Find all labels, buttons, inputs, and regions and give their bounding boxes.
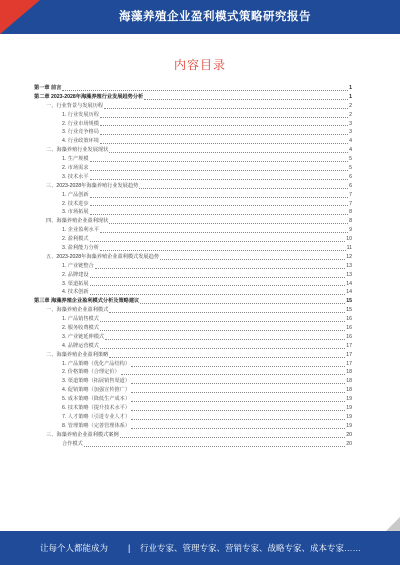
toc-entry-page: 3 bbox=[349, 129, 352, 136]
toc-entry[interactable] bbox=[34, 324, 352, 333]
toc-entry[interactable] bbox=[34, 182, 352, 191]
toc-entry[interactable] bbox=[34, 253, 352, 262]
toc-entry-label: 合作模式 bbox=[62, 440, 83, 447]
toc-leader-dots bbox=[100, 321, 345, 322]
toc-entry-page: 19 bbox=[346, 413, 352, 420]
toc-leader-dots bbox=[131, 410, 345, 411]
toc-entry[interactable] bbox=[34, 164, 352, 173]
toc-entry-page: 17 bbox=[346, 360, 352, 367]
toc-entry-label: 2. 价格策略（合理定价） bbox=[62, 369, 120, 376]
toc-leader-dots bbox=[100, 250, 346, 251]
toc-entry[interactable] bbox=[34, 217, 352, 226]
toc-leader-dots bbox=[90, 285, 346, 286]
toc-leader-dots bbox=[90, 197, 349, 198]
toc-entry[interactable] bbox=[34, 271, 352, 280]
toc-leader-dots bbox=[90, 161, 349, 162]
toc-leader-dots bbox=[90, 241, 346, 242]
toc-entry-page: 17 bbox=[346, 351, 352, 358]
header-bar bbox=[0, 0, 400, 34]
toc-entry-page: 3 bbox=[349, 120, 352, 127]
toc-entry-label: 第二章 2023-2028年海藻养殖行业发展趋势分析 bbox=[34, 93, 144, 100]
toc-entry[interactable] bbox=[34, 306, 352, 315]
toc-entry-page: 5 bbox=[349, 156, 352, 163]
page-curl-decoration bbox=[386, 517, 400, 531]
toc-entry-label: 5. 成本策略（降低生产成本） bbox=[62, 396, 131, 403]
toc-entry[interactable] bbox=[34, 360, 352, 369]
toc-entry[interactable] bbox=[34, 173, 352, 182]
toc-leader-dots bbox=[100, 348, 345, 349]
toc-leader-dots bbox=[100, 134, 348, 135]
toc-entry-page: 14 bbox=[346, 280, 352, 287]
toc-leader-dots bbox=[109, 152, 348, 153]
toc-entry-page: 18 bbox=[346, 387, 352, 394]
toc-leader-dots bbox=[100, 330, 345, 331]
toc-entry[interactable] bbox=[34, 84, 352, 93]
toc-entry[interactable] bbox=[34, 351, 352, 360]
toc-entry[interactable] bbox=[34, 262, 352, 271]
toc-entry-label: 4. 技术创新 bbox=[62, 289, 89, 296]
toc-leader-dots bbox=[84, 446, 345, 447]
toc-entry-page: 12 bbox=[346, 253, 352, 260]
toc-entry[interactable] bbox=[34, 404, 352, 413]
toc-entry-page: 4 bbox=[349, 147, 352, 154]
toc-entry-page: 16 bbox=[346, 316, 352, 323]
toc-entry-label: 1. 企业盈利水平 bbox=[62, 227, 99, 234]
toc-entry[interactable] bbox=[34, 297, 352, 306]
toc-entry-label: 8. 管理策略（完善管理体系） bbox=[62, 422, 131, 429]
toc-leader-dots bbox=[100, 232, 348, 233]
footer-bar bbox=[0, 531, 400, 565]
toc-leader-dots bbox=[95, 268, 346, 269]
toc-entry-label: 五、2023-2028年海藻养殖企业盈利模式发展趋势 bbox=[46, 253, 159, 260]
toc-entry[interactable] bbox=[34, 288, 352, 297]
toc-entry-page: 17 bbox=[346, 342, 352, 349]
toc-entry[interactable] bbox=[34, 235, 352, 244]
toc-entry-label: 四、海藻养殖企业盈利现状 bbox=[46, 218, 109, 225]
toc-entry-page: 15 bbox=[346, 307, 352, 314]
toc-entry[interactable] bbox=[34, 395, 352, 404]
toc-leader-dots bbox=[90, 205, 349, 206]
toc-entry-page: 1 bbox=[349, 93, 352, 100]
toc-entry-page: 6 bbox=[349, 182, 352, 189]
toc-entry[interactable] bbox=[34, 280, 352, 289]
toc-entry-page: 5 bbox=[349, 165, 352, 171]
toc-entry-page: 15 bbox=[346, 298, 352, 305]
toc-leader-dots bbox=[62, 90, 348, 91]
toc-entry[interactable] bbox=[34, 431, 352, 440]
toc-entry-label: 6. 技术策略（提升技术水平） bbox=[62, 405, 131, 412]
toc-entry[interactable] bbox=[34, 111, 352, 120]
toc-entry[interactable] bbox=[34, 102, 352, 111]
footer-slogan: 让每个人都能成为 bbox=[40, 543, 109, 553]
toc-entry-label: 2. 服务收费模式 bbox=[62, 325, 99, 332]
toc-entry[interactable] bbox=[34, 226, 352, 235]
toc-leader-dots bbox=[144, 99, 348, 100]
toc-entry-page: 13 bbox=[346, 262, 352, 269]
toc-entry-label: 一、行业背景与发展历程 bbox=[46, 102, 104, 109]
toc-entry-label: 3. 渠道拓展 bbox=[62, 280, 89, 287]
toc-entry-page: 20 bbox=[346, 440, 352, 447]
toc-leader-dots bbox=[160, 259, 345, 260]
toc-leader-dots bbox=[90, 179, 349, 180]
toc-leader-dots bbox=[90, 277, 346, 278]
toc-leader-dots bbox=[140, 303, 345, 304]
toc-leader-dots bbox=[121, 374, 346, 375]
toc-entry-label: 1. 产业链整合 bbox=[62, 262, 94, 269]
toc-entry-label: 3. 行业竞争格局 bbox=[62, 129, 99, 136]
toc-entry-page: 7 bbox=[349, 200, 352, 207]
toc-leader-dots bbox=[100, 143, 348, 144]
toc-entry-label: 二、海藻养殖企业盈利策略 bbox=[46, 351, 109, 358]
toc-entry[interactable] bbox=[34, 155, 352, 164]
toc-entry[interactable] bbox=[34, 315, 352, 324]
toc-entry-page: 9 bbox=[349, 227, 352, 234]
footer-expert-list: 行业专家、管理专家、营销专家、战略专家、成本专家…… bbox=[140, 543, 362, 553]
toc-entry-label: 3. 产业链延伸模式 bbox=[62, 333, 105, 340]
toc-entry-page: 19 bbox=[346, 422, 352, 429]
toc-entry[interactable] bbox=[34, 191, 352, 200]
toc-entry-page: 19 bbox=[346, 396, 352, 403]
toc-entry-label: 1. 产品创新 bbox=[62, 191, 89, 198]
toc-entry-page: 10 bbox=[346, 236, 352, 243]
toc-entry[interactable] bbox=[34, 422, 352, 431]
toc-entry[interactable] bbox=[34, 244, 352, 253]
toc-leader-dots bbox=[105, 339, 345, 340]
toc-entry-page: 2 bbox=[349, 111, 352, 118]
toc-entry[interactable] bbox=[34, 146, 352, 155]
toc-leader-dots bbox=[131, 419, 345, 420]
toc-entry-label: 一、海藻养殖企业盈利模式 bbox=[46, 307, 109, 314]
toc-entry[interactable] bbox=[34, 137, 352, 146]
toc-entry-page: 19 bbox=[346, 405, 352, 412]
toc-entry-label: 第三章 海藻养殖企业盈利模式分析及策略建议 bbox=[34, 298, 140, 305]
toc-entry-page: 16 bbox=[346, 333, 352, 340]
toc-entry-label: 三、2023-2028年海藻养殖行业发展趋势 bbox=[46, 182, 139, 189]
toc-entry-page: 7 bbox=[349, 191, 352, 198]
toc-leader-dots bbox=[131, 366, 345, 367]
toc-entry-page: 8 bbox=[349, 209, 352, 216]
toc-leader-dots bbox=[131, 383, 345, 384]
toc-entry-label: 三、海藻养殖企业盈利模式案例 bbox=[46, 431, 119, 438]
toc-entry[interactable] bbox=[34, 377, 352, 386]
toc-entry-label: 2. 行业市场规模 bbox=[62, 120, 99, 127]
toc-entry[interactable] bbox=[34, 200, 352, 209]
toc-entry[interactable] bbox=[34, 440, 352, 449]
toc-entry-label: 1. 行业发展历程 bbox=[62, 111, 99, 118]
toc-entry-page: 18 bbox=[346, 378, 352, 385]
toc-entry[interactable] bbox=[34, 93, 352, 102]
toc-leader-dots bbox=[90, 170, 349, 171]
toc-entry-label: 1. 产品销售模式 bbox=[62, 316, 99, 323]
toc-entry-label: 1. 产品策略（优化产品结构） bbox=[62, 360, 131, 367]
toc-entry[interactable] bbox=[34, 128, 352, 137]
toc-leader-dots bbox=[100, 117, 348, 118]
toc-entry-label: 第一章 前言 bbox=[34, 84, 62, 91]
toc-entry[interactable] bbox=[34, 120, 352, 129]
toc-entry-label: 2. 品牌建设 bbox=[62, 271, 89, 278]
toc-entry-page: 13 bbox=[346, 271, 352, 278]
toc-entry[interactable] bbox=[34, 369, 352, 378]
toc-leader-dots bbox=[104, 108, 348, 109]
toc-leader-dots bbox=[139, 188, 348, 189]
toc-entry[interactable] bbox=[34, 342, 352, 351]
toc-entry-label: 3. 盈利能力分析 bbox=[62, 245, 99, 252]
toc-entry-label: 4. 行业政策环境 bbox=[62, 138, 99, 145]
toc-entry-label: 1. 生产规模 bbox=[62, 156, 89, 163]
toc-leader-dots bbox=[131, 428, 345, 429]
toc-leader-dots bbox=[109, 357, 345, 358]
toc-entry-page: 16 bbox=[346, 325, 352, 332]
toc-entry-page: 4 bbox=[349, 138, 352, 145]
toc-entry-page: 11 bbox=[346, 245, 352, 252]
toc-leader-dots bbox=[131, 401, 345, 402]
toc-entry-label: 2. 技术进步 bbox=[62, 200, 89, 207]
toc-entry-page: 1 bbox=[349, 84, 352, 91]
toc-entry-label: 二、海藻养殖行业发展现状 bbox=[46, 147, 109, 154]
toc-leader-dots bbox=[120, 437, 346, 438]
toc-entry-page: 14 bbox=[346, 289, 352, 296]
toc-entry-label: 4. 促销策略（加强宣传推广） bbox=[62, 387, 131, 394]
toc-entry-label: 2. 盈利模式 bbox=[62, 236, 89, 243]
toc-leader-dots bbox=[109, 223, 348, 224]
toc-leader-dots bbox=[109, 312, 345, 313]
toc-heading: 内容目录 bbox=[173, 58, 226, 72]
toc-entry-label: 3. 市场拓展 bbox=[62, 209, 89, 216]
toc-leader-dots bbox=[90, 214, 349, 215]
toc-entry-label: 2. 市场需求 bbox=[62, 165, 89, 171]
toc-entry-page: 8 bbox=[349, 218, 352, 225]
footer-separator: | bbox=[128, 543, 131, 553]
toc-entry-page: 18 bbox=[346, 369, 352, 376]
header-accent-triangle bbox=[0, 0, 40, 34]
document-title: 海藻养殖企业盈利模式策略研究报告 bbox=[119, 11, 311, 23]
toc-entry-page: 6 bbox=[349, 173, 352, 180]
toc-entry[interactable] bbox=[34, 386, 352, 395]
toc-entry[interactable] bbox=[34, 208, 352, 217]
toc-entry-page: 20 bbox=[346, 431, 352, 438]
toc-entry-label: 3. 技术水平 bbox=[62, 173, 89, 180]
toc-entry[interactable] bbox=[34, 413, 352, 422]
toc-leader-dots bbox=[90, 294, 346, 295]
toc-entry-page: 2 bbox=[349, 102, 352, 109]
toc-entry-label: 3. 渠道策略（拓展销售渠道） bbox=[62, 378, 131, 385]
table-of-contents bbox=[34, 84, 352, 449]
toc-entry[interactable] bbox=[34, 333, 352, 342]
toc-leader-dots bbox=[100, 125, 348, 126]
toc-leader-dots bbox=[131, 392, 345, 393]
toc-entry-label: 4. 品牌运营模式 bbox=[62, 342, 99, 349]
toc-entry-label: 7. 人才策略（引进专业人才） bbox=[62, 413, 131, 420]
